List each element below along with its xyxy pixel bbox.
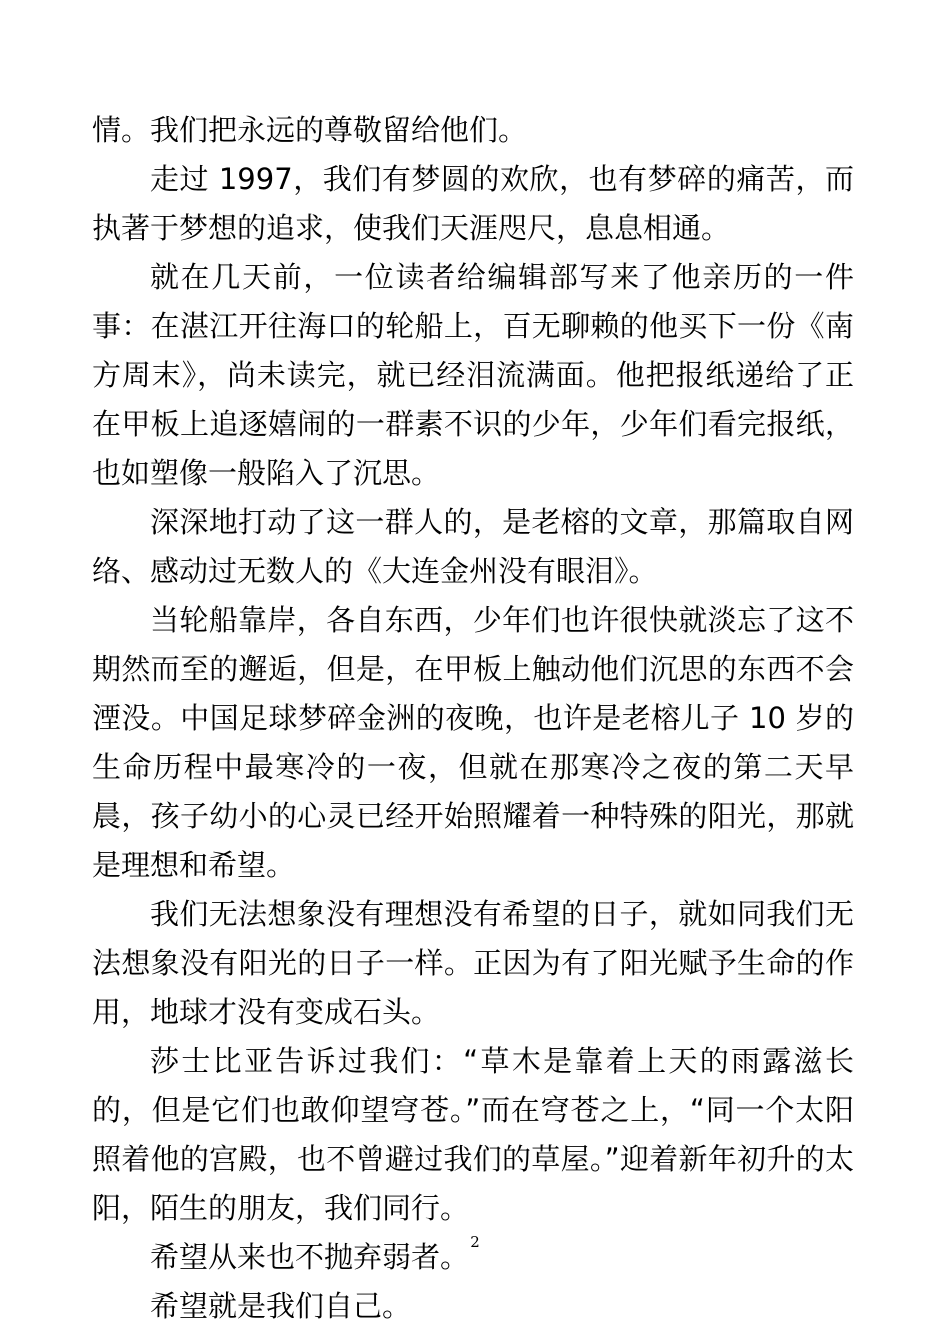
paragraph-6: 我们无法想象没有理想没有希望的日子，就如同我们无法想象没有阳光的日子一样。正因为有了阳光赋予生命的作用，地球才没有变成石头。 [92,897,854,1029]
paragraph-2: 走过 1997，我们有梦圆的欢欣，也有梦碎的痛苦，而执著于梦想的追求，使我们天涯咫尺，息息相通。 [92,162,854,245]
page-number: 2 [470,1233,480,1251]
paragraph-1: 情。我们把永远的尊敬留给他们。 [92,113,528,147]
paragraph-8: 希望从来也不抛弃弱者。 [150,1240,470,1274]
paragraph-4: 深深地打动了这一群人的，是老榕的文章，那篇取自网络、感动过无数人的《大连金州没有眼泪》。 [92,505,854,588]
paragraph-5: 当轮船靠岸，各自东西，少年们也许很快就淡忘了这不期然而至的邂逅，但是，在甲板上触动他们沉思的东西不会湮没。中国足球梦碎金洲的夜晚，也许是老榕儿子 10 岁的生命历程中最寒冷的一夜，但就在那寒冷之夜的第二天早晨，孩子幼小的心灵已经开始照耀着一种特殊的阳光，那就是理想和希望。 [92,603,854,882]
document-body [92,106,854,1331]
paragraph-7: 莎士比亚告诉过我们：“草木是靠着上天的雨露滋长的，但是它们也敢仰望穹苍。”而在穹苍之上，“同一个太阳照着他的宫殿，也不曾避过我们的草屋。”迎着新年初升的太阳，陌生的朋友，我们同行。 [92,1044,854,1225]
paragraph-9: 希望就是我们自己。 [150,1289,412,1323]
paragraph-3: 就在几天前，一位读者给编辑部写来了他亲历的一件事：在湛江开往海口的轮船上，百无聊赖的他买下一份《南方周末》，尚未读完，就已经泪流满面。他把报纸递给了正在甲板上追逐嬉闹的一群素不识的少年，少年们看完报纸，也如塑像一般陷入了沉思。 [92,260,854,490]
